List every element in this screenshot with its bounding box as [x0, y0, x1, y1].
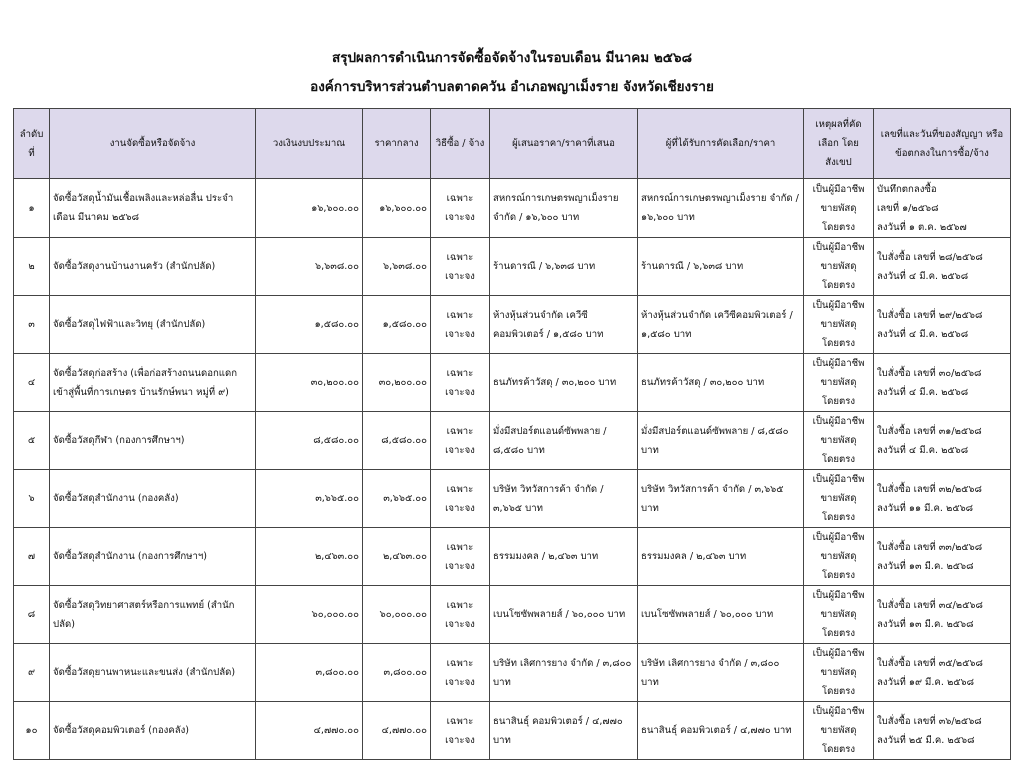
row-reason-line: ขายพัสดุโดยตรง	[820, 435, 857, 465]
row-method: เฉพาะเจาะจง	[431, 702, 490, 760]
row-reason-line: เป็นผู้มีอาชีพ	[812, 183, 865, 195]
row-reason	[804, 586, 874, 644]
row-budget: ๘,๕๘๐.๐๐	[256, 412, 363, 470]
row-item: จัดซื้อวัสดุยานพาหนะและขนส่ง (สำนักปลัด)	[50, 644, 256, 702]
row-contract-line: ใบสั่งซื้อ เลขที่ ๓๖/๒๕๖๘	[877, 715, 982, 727]
row-contract-line: ใบสั่งซื้อ เลขที่ ๓๓/๒๕๖๘	[877, 541, 983, 553]
row-contract	[874, 179, 1011, 238]
col-header-method: วิธีซื้อ / จ้าง	[431, 109, 490, 179]
row-reason-line: ขายพัสดุโดยตรง	[820, 377, 857, 407]
row-contract-line: ใบสั่งซื้อ เลขที่ ๒๘/๒๕๖๘	[877, 251, 983, 263]
row-contract-line: ลงวันที่ ๑๑ มี.ค. ๒๕๖๘	[877, 502, 974, 514]
row-no: ๑๐	[14, 702, 50, 760]
row-contract-line: ลงวันที่ ๑๙ มี.ค. ๒๕๖๘	[877, 676, 975, 688]
row-contract-line: ลงวันที่ ๔ มี.ค. ๒๕๖๘	[877, 386, 969, 398]
row-no: ๗	[14, 528, 50, 586]
row-reason	[804, 238, 874, 296]
row-median-price: ๑,๕๘๐.๐๐	[363, 296, 431, 354]
row-no: ๔	[14, 354, 50, 412]
row-contract-line: ลงวันที่ ๑๓ มี.ค. ๒๕๖๘	[877, 560, 974, 572]
row-median-price: ๓๐,๒๐๐.๐๐	[363, 354, 431, 412]
row-contract-line: ใบสั่งซื้อ เลขที่ ๓๐/๒๕๖๘	[877, 367, 982, 379]
col-header-reason: เหตุผลที่คัดเลือก โดยสังเขป	[804, 109, 874, 179]
row-winner: ธรรมมงคล / ๒,๔๖๓ บาท	[638, 528, 804, 586]
row-method: เฉพาะเจาะจง	[431, 586, 490, 644]
row-budget: ๑๖,๖๐๐.๐๐	[256, 179, 363, 238]
row-contract-line: ใบสั่งซื้อ เลขที่ ๓๕/๒๕๖๘	[877, 657, 983, 669]
row-median-price: ๓,๖๖๕.๐๐	[363, 470, 431, 528]
row-contract-line: ใบสั่งซื้อ เลขที่ ๒๙/๒๕๖๘	[877, 309, 983, 321]
row-no: ๘	[14, 586, 50, 644]
row-median-price: ๓,๘๐๐.๐๐	[363, 644, 431, 702]
row-contract-line: บันทึกตกลงซื้อ	[877, 183, 937, 195]
row-reason	[804, 296, 874, 354]
row-method: เฉพาะเจาะจง	[431, 296, 490, 354]
row-winner: มั่งมีสปอร์ตแอนด์ซัพพลาย / ๘,๕๘๐ บาท	[638, 412, 804, 470]
document-subtitle: องค์การบริหารส่วนตำบลตาดควัน อำเภอพญาเม็งราย จังหวัดเชียงราย	[310, 79, 714, 95]
row-item: จัดซื้อวัสดุก่อสร้าง (เพื่อก่อสร้างถนนดอกแดก เข้าสู่พื้นที่การเกษตร บ้านรักษ์พนา หมู่ที่ ๙)	[50, 354, 256, 412]
table-row	[14, 296, 1011, 354]
row-bidder: ธรรมมงคล / ๒,๔๖๓ บาท	[490, 528, 638, 586]
col-header-bidders: ผู้เสนอราคา/ราคาที่เสนอ	[490, 109, 638, 179]
row-contract-line: ลงวันที่ ๔ มี.ค. ๒๕๖๘	[877, 328, 969, 340]
row-reason	[804, 702, 874, 760]
row-item: จัดซื้อวัสดุคอมพิวเตอร์ (กองคลัง)	[50, 702, 256, 760]
row-reason-line: ขายพัสดุโดยตรง	[820, 609, 857, 639]
row-median-price: ๒,๔๖๓.๐๐	[363, 528, 431, 586]
row-contract	[874, 702, 1011, 760]
row-budget: ๖,๖๓๘.๐๐	[256, 238, 363, 296]
row-reason-line: เป็นผู้มีอาชีพ	[812, 590, 865, 601]
procurement-table	[13, 108, 1011, 760]
row-reason-line: ขายพัสดุโดยตรง	[820, 493, 857, 523]
table-row	[14, 470, 1011, 528]
table-row	[14, 644, 1011, 702]
row-contract	[874, 644, 1011, 702]
row-item: จัดซื้อวัสดุวิทยาศาสตร์หรือการแพทย์ (สำนักปลัด)	[50, 586, 256, 644]
row-contract-line: ลงวันที่ ๑๓ มี.ค. ๒๕๖๘	[877, 618, 974, 630]
row-reason-line: เป็นผู้มีอาชีพ	[812, 242, 865, 253]
row-contract-line: ลงวันที่ ๔ มี.ค. ๒๕๖๘	[877, 444, 969, 456]
row-bidder: บริษัท วิทวัสการค้า จำกัด / ๓,๖๖๕ บาท	[490, 470, 638, 528]
row-no: ๕	[14, 412, 50, 470]
row-budget: ๓,๘๐๐.๐๐	[256, 644, 363, 702]
row-budget: ๒,๔๖๓.๐๐	[256, 528, 363, 586]
row-bidder: มั่งมีสปอร์ตแอนด์ซัพพลาย / ๘,๕๘๐ บาท	[490, 412, 638, 470]
row-reason	[804, 179, 874, 238]
row-reason	[804, 412, 874, 470]
document-title: สรุปผลการดำเนินการจัดซื้อจัดจ้างในรอบเดือน มีนาคม ๒๕๖๘	[332, 50, 692, 66]
row-reason-line: ขายพัสดุโดยตรง	[820, 667, 857, 697]
row-winner: ห้างหุ้นส่วนจำกัด เควีซีคอมพิวเตอร์ / ๑,๕๘๐ บาท	[638, 296, 804, 354]
row-reason	[804, 354, 874, 412]
row-budget: ๓,๖๖๕.๐๐	[256, 470, 363, 528]
row-reason-line: เป็นผู้มีอาชีพ	[812, 706, 865, 717]
row-method: เฉพาะเจาะจง	[431, 412, 490, 470]
table-row	[14, 354, 1011, 412]
row-contract	[874, 354, 1011, 412]
row-reason-line: ขายพัสดุโดยตรง	[820, 551, 857, 581]
row-item: จัดซื้อวัสดุกีฬา (กองการศึกษาฯ)	[50, 412, 256, 470]
row-contract-line: ใบสั่งซื้อ เลขที่ ๓๑/๒๕๖๘	[877, 425, 982, 437]
row-method: เฉพาะเจาะจง	[431, 470, 490, 528]
row-budget: ๖๐,๐๐๐.๐๐	[256, 586, 363, 644]
row-contract-line: ใบสั่งซื้อ เลขที่ ๓๒/๒๕๖๘	[877, 483, 982, 495]
row-method: เฉพาะเจาะจง	[431, 644, 490, 702]
table-row	[14, 179, 1011, 238]
row-median-price: ๑๖,๖๐๐.๐๐	[363, 179, 431, 238]
row-reason-line: เป็นผู้มีอาชีพ	[812, 648, 865, 659]
table-row	[14, 586, 1011, 644]
row-contract-line: เลขที่ ๑/๒๕๖๘	[877, 202, 939, 214]
col-header-winner: ผู้ที่ได้รับการคัดเลือก/ราคา	[638, 109, 804, 179]
row-reason-line: เป็นผู้มีอาชีพ	[812, 532, 865, 543]
row-median-price: ๘,๕๘๐.๐๐	[363, 412, 431, 470]
row-reason-line: ขายพัสดุโดยตรง	[820, 202, 857, 233]
row-budget: ๔,๗๗๐.๐๐	[256, 702, 363, 760]
row-reason-line: เป็นผู้มีอาชีพ	[812, 358, 865, 369]
row-bidder: ห้างหุ้นส่วนจำกัด เควีซีคอมพิวเตอร์ / ๑,๕๘๐ บาท	[490, 296, 638, 354]
row-contract	[874, 586, 1011, 644]
row-winner: บริษัท เลิศการยาง จำกัด / ๓,๘๐๐ บาท	[638, 644, 804, 702]
row-reason-line: เป็นผู้มีอาชีพ	[812, 300, 865, 311]
row-reason	[804, 644, 874, 702]
row-bidder: ธนภัทรค้าวัสดุ / ๓๐,๒๐๐ บาท	[490, 354, 638, 412]
row-method: เฉพาะเจาะจง	[431, 354, 490, 412]
row-contract-line: ลงวันที่ ๔ มี.ค. ๒๕๖๘	[877, 270, 969, 282]
row-bidder: บริษัท เลิศการยาง จำกัด / ๓,๘๐๐ บาท	[490, 644, 638, 702]
row-no: ๒	[14, 238, 50, 296]
row-contract	[874, 412, 1011, 470]
row-contract	[874, 296, 1011, 354]
row-bidder: สหกรณ์การเกษตรพญาเม็งราย จำกัด / ๑๖,๖๐๐ บาท	[490, 179, 638, 238]
col-header-budget: วงเงินงบประมาณ	[256, 109, 363, 179]
row-contract	[874, 238, 1011, 296]
row-budget: ๑,๕๘๐.๐๐	[256, 296, 363, 354]
row-item: จัดซื้อวัสดุสำนักงาน (กองคลัง)	[50, 470, 256, 528]
table-row	[14, 702, 1011, 760]
table-row	[14, 528, 1011, 586]
col-header-item: งานจัดซื้อหรือจัดจ้าง	[50, 109, 256, 179]
row-reason	[804, 528, 874, 586]
col-header-no: ลำดับที่	[14, 109, 50, 179]
row-bidder: เบนโซซัพพลายส์ / ๖๐,๐๐๐ บาท	[490, 586, 638, 644]
table-header-row	[14, 109, 1011, 179]
row-bidder: ร้านดารณี / ๖,๖๓๘ บาท	[490, 238, 638, 296]
row-reason-line: เป็นผู้มีอาชีพ	[812, 474, 865, 485]
row-reason-line: ขายพัสดุโดยตรง	[820, 319, 857, 349]
row-budget: ๓๐,๒๐๐.๐๐	[256, 354, 363, 412]
row-contract	[874, 470, 1011, 528]
row-item: จัดซื้อวัสดุสำนักงาน (กองการศึกษาฯ)	[50, 528, 256, 586]
row-winner: ร้านดารณี / ๖,๖๓๘ บาท	[638, 238, 804, 296]
row-contract-line: ใบสั่งซื้อ เลขที่ ๓๔/๒๕๖๘	[877, 599, 983, 611]
row-reason	[804, 470, 874, 528]
row-winner: ธนภัทรค้าวัสดุ / ๓๐,๒๐๐ บาท	[638, 354, 804, 412]
row-no: ๓	[14, 296, 50, 354]
row-reason-line: ขายพัสดุโดยตรง	[820, 725, 857, 755]
row-method: เฉพาะเจาะจง	[431, 528, 490, 586]
row-bidder: ธนาสินธุ์ คอมพิวเตอร์ / ๔,๗๗๐ บาท	[490, 702, 638, 760]
row-contract	[874, 528, 1011, 586]
row-no: ๙	[14, 644, 50, 702]
row-median-price: ๔,๗๗๐.๐๐	[363, 702, 431, 760]
row-item: จัดซื้อวัสดุไฟฟ้าและวิทยุ (สำนักปลัด)	[50, 296, 256, 354]
table-row	[14, 238, 1011, 296]
table-row	[14, 412, 1011, 470]
row-winner: เบนโซซัพพลายส์ / ๖๐,๐๐๐ บาท	[638, 586, 804, 644]
row-reason-line: ขายพัสดุโดยตรง	[820, 261, 857, 291]
col-header-median-price: ราคากลาง	[363, 109, 431, 179]
row-winner: ธนาสินธุ์ คอมพิวเตอร์ / ๔,๗๗๐ บาท	[638, 702, 804, 760]
row-contract-line: ลงวันที่ ๒๕ มี.ค. ๒๕๖๘	[877, 734, 975, 746]
row-item: จัดซื้อวัสดุน้ำมันเชื้อเพลิงและหล่อลื่น ประจำเดือน มีนาคม ๒๕๖๘	[50, 179, 256, 238]
row-winner: สหกรณ์การเกษตรพญาเม็งราย จำกัด / ๑๖,๖๐๐ บาท	[638, 179, 804, 238]
row-method: เฉพาะเจาะจง	[431, 179, 490, 238]
row-item: จัดซื้อวัสดุงานบ้านงานครัว (สำนักปลัด)	[50, 238, 256, 296]
row-median-price: ๖,๖๓๘.๐๐	[363, 238, 431, 296]
col-header-contract: เลขที่และวันที่ของสัญญา หรือข้อตกลงในการซื้อ/จ้าง	[874, 109, 1011, 179]
row-method: เฉพาะเจาะจง	[431, 238, 490, 296]
row-reason-line: เป็นผู้มีอาชีพ	[812, 416, 865, 427]
row-no: ๖	[14, 470, 50, 528]
row-median-price: ๖๐,๐๐๐.๐๐	[363, 586, 431, 644]
row-contract-line: ลงวันที่ ๑ ต.ค. ๒๕๖๗	[877, 221, 967, 233]
row-winner: บริษัท วิทวัสการค้า จำกัด / ๓,๖๖๕ บาท	[638, 470, 804, 528]
row-no: ๑	[14, 179, 50, 238]
